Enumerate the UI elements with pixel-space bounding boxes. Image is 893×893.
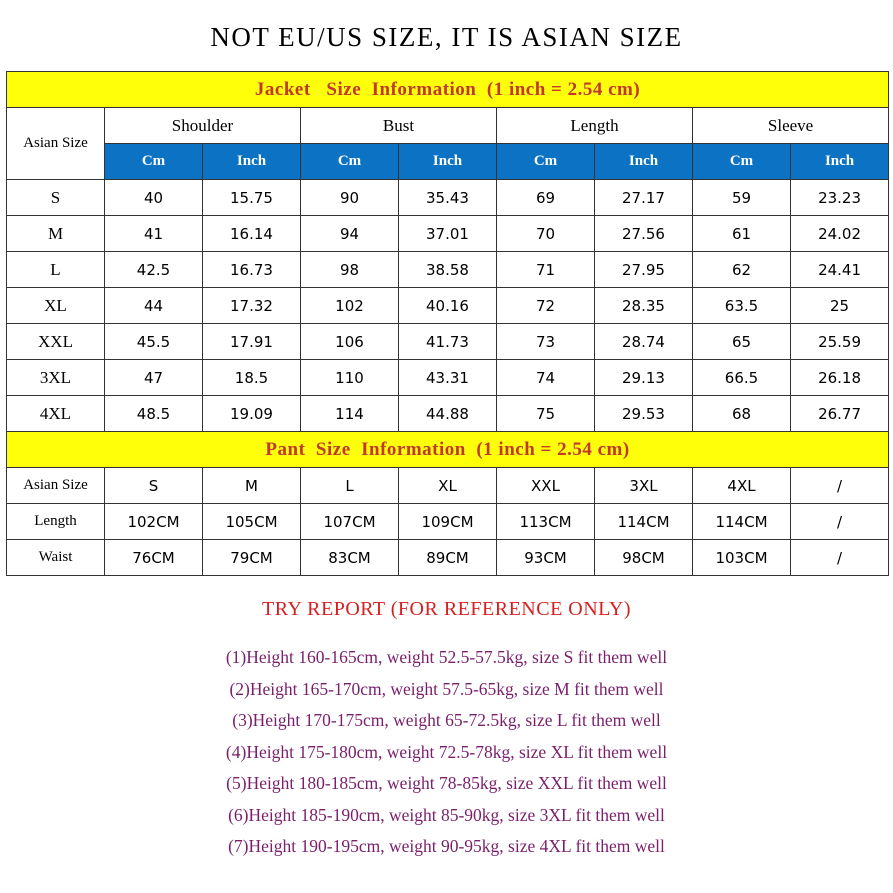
jacket-size-row — [7, 216, 889, 252]
measurement-cell: 29.53 — [595, 396, 693, 432]
measurement-cell: 27.56 — [595, 216, 693, 252]
measurement-cell: 70 — [497, 216, 595, 252]
measurement-cell: 62 — [693, 252, 791, 288]
measurement-cell: 24.41 — [791, 252, 889, 288]
measurement-cell: 73 — [497, 324, 595, 360]
measurement-cell: 106 — [301, 324, 399, 360]
try-report-item: (3)Height 170-175cm, weight 65-72.5kg, size L fit them well — [232, 710, 661, 730]
measurement-cell: 24.02 — [791, 216, 889, 252]
unit-header: Cm — [693, 144, 791, 180]
measurement-cell: 102 — [301, 288, 399, 324]
group-header-length: Length — [497, 108, 693, 144]
measurement-cell: 28.74 — [595, 324, 693, 360]
jacket-size-row — [7, 360, 889, 396]
pant-value-cell: 93CM — [497, 540, 595, 576]
try-report-title: TRY REPORT (FOR REFERENCE ONLY) — [262, 598, 631, 620]
measurement-cell: 94 — [301, 216, 399, 252]
group-header-sleeve: Sleeve — [693, 108, 889, 144]
measurement-cell: 110 — [301, 360, 399, 396]
measurement-cell: 28.35 — [595, 288, 693, 324]
jacket-banner-text: Jacket Size Information (1 inch = 2.54 cm) — [254, 78, 641, 100]
pant-value-cell: XXL — [497, 468, 595, 504]
pant-size-row — [7, 468, 889, 504]
measurement-cell: 75 — [497, 396, 595, 432]
jacket-size-row — [7, 180, 889, 216]
unit-header: Cm — [105, 144, 203, 180]
measurement-cell: 15.75 — [203, 180, 301, 216]
try-report-item: (4)Height 175-180cm, weight 72.5-78kg, size XL fit them well — [225, 741, 668, 762]
jacket-group-header-row — [7, 108, 889, 144]
unit-header: Inch — [791, 144, 889, 180]
pant-value-cell: 83CM — [301, 540, 399, 576]
measurement-cell: 17.32 — [203, 288, 301, 324]
size-label-cell: L — [7, 252, 105, 288]
pant-banner — [7, 432, 889, 468]
pant-value-cell: 114CM — [693, 504, 791, 540]
pant-value-cell: 105CM — [203, 504, 301, 540]
measurement-cell: 98 — [301, 252, 399, 288]
pant-value-cell: 114CM — [595, 504, 693, 540]
try-report-item: (2)Height 165-170cm, weight 57.5-65kg, size M fit them well — [229, 678, 664, 699]
pant-value-cell: / — [791, 540, 889, 576]
pant-value-cell: L — [301, 468, 399, 504]
size-label-cell: XL — [7, 288, 105, 324]
measurement-cell: 29.13 — [595, 360, 693, 396]
measurement-cell: 71 — [497, 252, 595, 288]
try-report-item: (7)Height 190-195cm, weight 90-95kg, size 4XL fit them well — [228, 836, 665, 856]
measurement-cell: 27.95 — [595, 252, 693, 288]
jacket-size-row — [7, 288, 889, 324]
pant-value-cell: / — [791, 504, 889, 540]
measurement-cell: 26.18 — [791, 360, 889, 396]
pant-row-label-cell: Waist — [7, 540, 105, 576]
measurement-cell: 68 — [693, 396, 791, 432]
measurement-cell: 16.14 — [203, 216, 301, 252]
measurement-cell: 42.5 — [105, 252, 203, 288]
measurement-cell: 69 — [497, 180, 595, 216]
pant-value-cell: 103CM — [693, 540, 791, 576]
size-label-cell: S — [7, 180, 105, 216]
measurement-cell: 40 — [105, 180, 203, 216]
measurement-cell: 114 — [301, 396, 399, 432]
measurement-cell: 41.73 — [399, 324, 497, 360]
measurement-cell: 25.59 — [791, 324, 889, 360]
pant-size-row — [7, 504, 889, 540]
pant-value-cell: 109CM — [399, 504, 497, 540]
pant-value-cell: 102CM — [105, 504, 203, 540]
measurement-cell: 27.17 — [595, 180, 693, 216]
measurement-cell: 25 — [791, 288, 889, 324]
pant-value-cell: 98CM — [595, 540, 693, 576]
size-label-cell: M — [7, 216, 105, 252]
measurement-cell: 61 — [693, 216, 791, 252]
measurement-cell: 43.31 — [399, 360, 497, 396]
jacket-size-row — [7, 396, 889, 432]
unit-header: Inch — [203, 144, 301, 180]
measurement-cell: 45.5 — [105, 324, 203, 360]
pant-value-cell: 107CM — [301, 504, 399, 540]
measurement-cell: 74 — [497, 360, 595, 396]
pant-value-cell: M — [203, 468, 301, 504]
measurement-cell: 41 — [105, 216, 203, 252]
measurement-cell: 72 — [497, 288, 595, 324]
jacket-size-row — [7, 324, 889, 360]
measurement-cell: 47 — [105, 360, 203, 396]
pant-value-cell: / — [791, 468, 889, 504]
pant-value-cell: 79CM — [203, 540, 301, 576]
measurement-cell: 90 — [301, 180, 399, 216]
pant-banner-row — [7, 432, 889, 468]
jacket-unit-row — [7, 144, 889, 180]
pant-value-cell: 76CM — [105, 540, 203, 576]
try-report-item: (5)Height 180-185cm, weight 78-85kg, size XXL fit them well — [226, 773, 667, 793]
measurement-cell: 19.09 — [203, 396, 301, 432]
size-label-cell: XXL — [7, 324, 105, 360]
unit-header: Cm — [301, 144, 399, 180]
measurement-cell: 59 — [693, 180, 791, 216]
pant-value-cell: 4XL — [693, 468, 791, 504]
try-report-list — [0, 643, 893, 864]
jacket-banner-row — [7, 72, 889, 108]
pant-banner-text: Pant Size Information (1 inch = 2.54 cm) — [265, 438, 630, 460]
pant-value-cell: S — [105, 468, 203, 504]
measurement-cell: 40.16 — [399, 288, 497, 324]
try-report-item: (1)Height 160-165cm, weight 52.5-57.5kg, size S fit them well — [225, 647, 668, 667]
pant-value-cell: 3XL — [595, 468, 693, 504]
pant-size-row — [7, 540, 889, 576]
size-label-cell: 4XL — [7, 396, 105, 432]
pant-value-cell: XL — [399, 468, 497, 504]
group-header-shoulder: Shoulder — [105, 108, 301, 144]
measurement-cell: 44 — [105, 288, 203, 324]
jacket-banner — [7, 72, 889, 108]
measurement-cell: 38.58 — [399, 252, 497, 288]
measurement-cell: 26.77 — [791, 396, 889, 432]
size-label-cell: 3XL — [7, 360, 105, 396]
measurement-cell: 35.43 — [399, 180, 497, 216]
unit-header: Cm — [497, 144, 595, 180]
size-chart-table — [6, 71, 889, 576]
measurement-cell: 65 — [693, 324, 791, 360]
page-title: NOT EU/US SIZE, IT IS ASIAN SIZE — [210, 22, 683, 52]
jacket-size-row — [7, 252, 889, 288]
measurement-cell: 16.73 — [203, 252, 301, 288]
measurement-cell: 23.23 — [791, 180, 889, 216]
measurement-cell: 37.01 — [399, 216, 497, 252]
measurement-cell: 48.5 — [105, 396, 203, 432]
unit-header: Inch — [399, 144, 497, 180]
group-header-bust: Bust — [301, 108, 497, 144]
measurement-cell: 66.5 — [693, 360, 791, 396]
measurement-cell: 63.5 — [693, 288, 791, 324]
measurement-cell: 17.91 — [203, 324, 301, 360]
try-report-item: (6)Height 185-190cm, weight 85-90kg, size 3XL fit them well — [228, 804, 665, 825]
jacket-size-header: Asian Size — [7, 108, 105, 180]
unit-header: Inch — [595, 144, 693, 180]
measurement-cell: 18.5 — [203, 360, 301, 396]
pant-value-cell: 89CM — [399, 540, 497, 576]
pant-row-label-cell: Asian Size — [7, 468, 105, 504]
pant-value-cell: 113CM — [497, 504, 595, 540]
measurement-cell: 44.88 — [399, 396, 497, 432]
pant-row-label-cell: Length — [7, 504, 105, 540]
